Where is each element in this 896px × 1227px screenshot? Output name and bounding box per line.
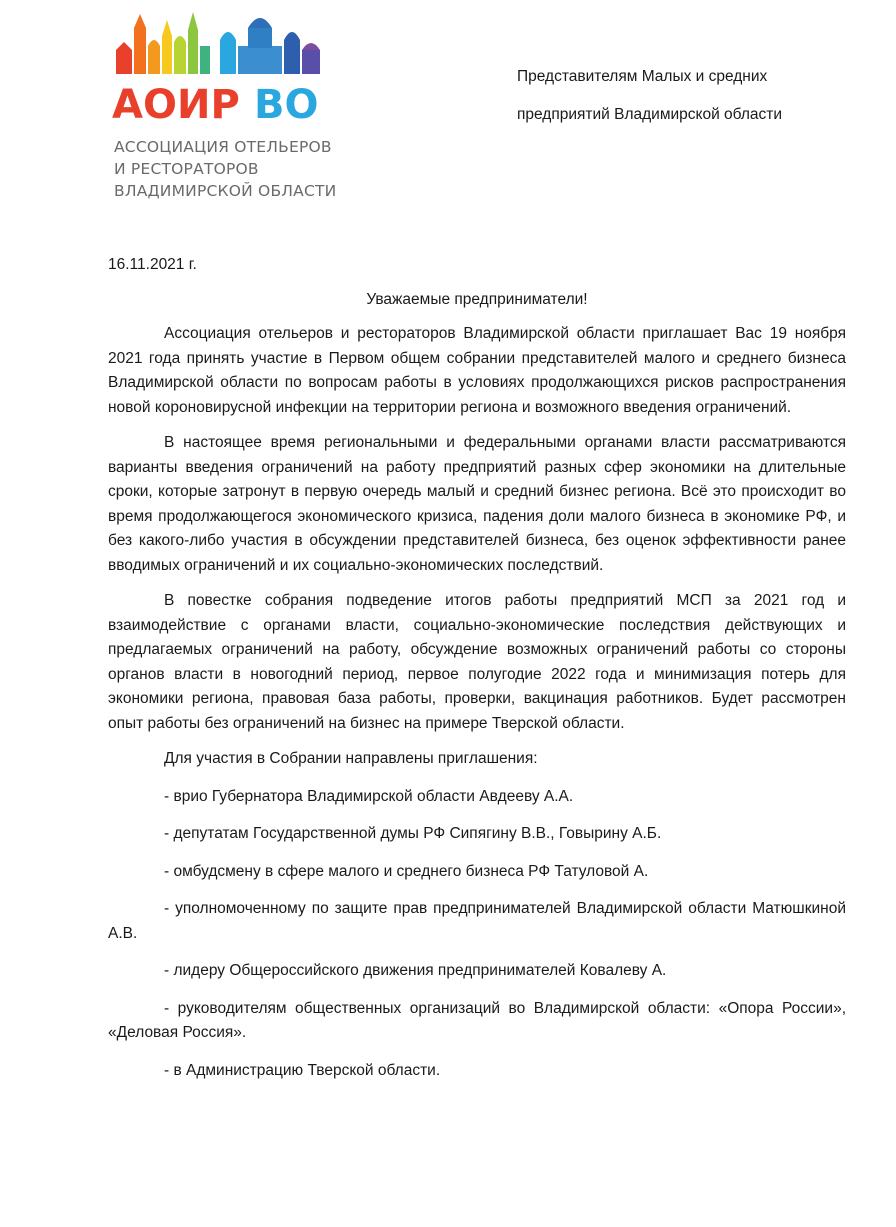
- invitation-item: - уполномоченному по защите прав предпринимателей Владимирской области Матюшкиной А.В.: [108, 900, 846, 942]
- logo-caption-line: АССОЦИАЦИЯ ОТЕЛЬЕРОВ: [114, 138, 332, 156]
- body-paragraph: Ассоциация отельеров и рестораторов Владимирской области приглашает Вас 19 ноября 2021 года принять участие в Первом общем собрании представителей малого и среднего бизнеса Владимирской области по вопросам работы в условиях продолжающихся рисков распространения новой короновирусной инфекции на территории региона и возможного введения ограничений.: [108, 325, 846, 416]
- invitation-item: - омбудсмену в сфере малого и среднего бизнеса РФ Татуловой А.: [164, 862, 649, 880]
- salutation: Уважаемые предприниматели!: [366, 291, 588, 308]
- logo-caption-line: ВЛАДИМИРСКОЙ ОБЛАСТИ: [114, 182, 337, 200]
- letter-date: 16.11.2021 г.: [108, 256, 197, 273]
- body-paragraph: В повестке собрания подведение итогов работы предприятий МСП за 2021 год и взаимодействие с органами власти, социально-экономические последствия действующих и предлагаемых ограничений на работу, обсуждение возможных ограничений работы со стороны органов власти в новогодний период, первое полугодие 2022 года и минимизация потерь для экономики региона, правовая база работы, проверки, вакцинация работников. Будет рассмотрен опыт работы без ограничений на бизнес на примере Тверской области.: [108, 592, 846, 732]
- addressee-line: предприятий Владимирской области: [517, 106, 783, 123]
- invitation-item: - руководителям общественных организаций во Владимирской области: «Опора России», «Деловая Россия».: [108, 999, 846, 1041]
- logo-abbr-right: ВО: [254, 82, 319, 128]
- body-paragraph: В настоящее время региональными и федеральными органами власти рассматриваются варианты введения ограничений на работу предприятий разных сфер экономики на длительные сроки, которые затронут в первую очередь малый и средний бизнес региона. Всё это происходит во время продолжающегося экономического кризиса, падения доли малого бизнеса в экономике РФ, и без какого-либо участия в обсуждении представителей бизнеса, без оценок эффективности ранее вводимых ограничений и их социально-экономических последствий.: [108, 434, 846, 574]
- invitation-item: - врио Губернатора Владимирской области Авдееву А.А.: [164, 787, 574, 805]
- invitation-item: - лидеру Общероссийского движения предпринимателей Ковалеву А.: [164, 962, 667, 979]
- invitation-item: - депутатам Государственной думы РФ Сипягину В.В., Говырину А.Б.: [164, 825, 662, 842]
- logo-caption: [114, 136, 340, 202]
- association-logo: [108, 6, 340, 206]
- addressee-line: Представителям Малых и средних: [517, 68, 768, 85]
- invitation-item: - в Администрацию Тверской области.: [164, 1061, 441, 1079]
- logo-abbr-left: АОИР: [112, 82, 240, 128]
- logo-skyline-icon: [108, 6, 340, 131]
- letter-body: [108, 322, 846, 1096]
- invitations-intro: Для участия в Собрании направлены приглашения:: [164, 750, 538, 767]
- addressee-block: [517, 66, 857, 142]
- logo-caption-line: И РЕСТОРАТОРОВ: [114, 160, 259, 178]
